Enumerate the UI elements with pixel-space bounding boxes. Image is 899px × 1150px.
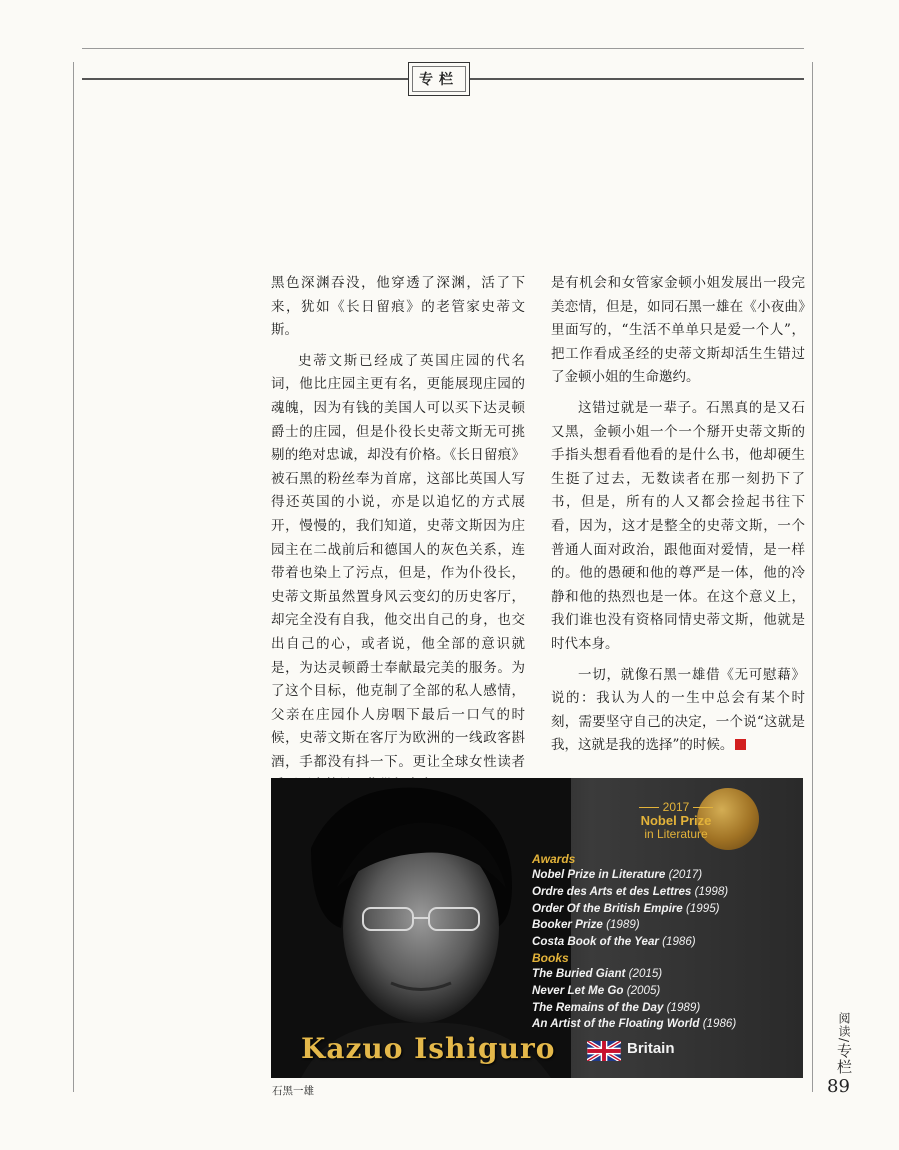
- nobel-year: 2017: [611, 800, 741, 814]
- nobel-badge: [611, 800, 741, 841]
- book-year: (2005): [626, 983, 661, 997]
- header-line-left: [82, 78, 408, 80]
- frame-right-line: [812, 62, 813, 1092]
- awards-list: [532, 852, 792, 1033]
- award-year: (1989): [606, 918, 640, 932]
- award-year: (1998): [694, 884, 729, 898]
- book-year: (2015): [628, 966, 663, 980]
- uk-flag-icon: [587, 1041, 621, 1061]
- author-name: Kazuo Ishiguro: [301, 1032, 556, 1065]
- book-name: An Artist of the Floating World: [532, 1017, 700, 1031]
- list-item: [532, 1016, 792, 1033]
- list-item: [532, 901, 792, 918]
- nobel-title: Nobel Prize: [640, 813, 712, 828]
- side-label-a: 阅: [837, 1012, 851, 1025]
- list-item: [532, 867, 792, 884]
- book-year: (1989): [666, 1000, 701, 1014]
- paragraph-final: [551, 664, 805, 758]
- award-name: Booker Prize: [532, 918, 603, 932]
- award-year: (2017): [668, 868, 703, 881]
- award-year: (1986): [662, 935, 696, 949]
- award-name: Order Of the British Empire: [532, 901, 683, 915]
- list-item: [532, 966, 792, 983]
- award-year: (1995): [685, 901, 720, 915]
- list-item: [532, 934, 792, 951]
- award-name: Ordre des Arts et des Lettres: [532, 884, 692, 898]
- paragraph: 是有机会和女管家金顿小姐发展出一段完美恋情，但是，如同石黑一雄在《小夜曲》里面写的，“生活不单单只是爱一个人”，把工作看成圣经的史蒂文斯却活生生错过了金顿小姐的生命邀约。: [551, 275, 805, 386]
- end-mark-icon: [735, 739, 746, 750]
- left-column: [271, 272, 525, 805]
- page-number: 89: [827, 1076, 850, 1097]
- paragraph: 这错过就是一辈子。石黑真的是又石又黑，金顿小姐一个一个掰开史蒂文斯的手指头想看看他看的是什么书，他却硬生生挺了过去，无数读者在那一刻扔下了书，但是，所有的人又都会捡起书往下看，因为，这才是整全的史蒂文斯，一个普通人面对政治，跟他面对爱情，是一样的。他的愚硬和他的尊严是一体，他的冷静和他的热烈也是一体。在这个意义上，我们谁也没有资格同情史蒂文斯，他就是时代本身。: [551, 399, 805, 652]
- right-column: [551, 272, 805, 765]
- list-item: [532, 884, 792, 901]
- list-item: [532, 983, 792, 1000]
- side-label-c: 专栏: [835, 1043, 853, 1076]
- award-name: Nobel Prize in Literature: [532, 868, 666, 881]
- list-item: [532, 917, 792, 934]
- book-year: (1986): [702, 1017, 737, 1031]
- list-item: [532, 1000, 792, 1017]
- side-section-label: 阅读/专栏: [835, 1012, 853, 1076]
- side-label-b: 读: [837, 1025, 851, 1038]
- nobel-subtitle: in Literature: [644, 827, 708, 841]
- photo-caption: 石黑一雄: [272, 1085, 314, 1097]
- book-name: The Remains of the Day: [532, 1000, 664, 1014]
- paragraph: 史蒂文斯已经成了英国庄园的代名词，他比庄园主更有名，更能展现庄园的魂魄，因为有钱的美国人可以买下达灵顿爵士的庄园，但是仆役长史蒂文斯无可挑剔的绝对忠诚，却没有价格。《长日留痕》被石黑的粉丝奉为首席，这部比英国人写得还英国的小说，亦是以追忆的方式展开，慢慢的，我们知道，史蒂文斯因为庄园主在二战前后和德国人的灰色关系，连带着也染上了污点，但是，作为仆役长，史蒂文斯虽然置身风云变幻的历史客厅，却完全没有自我，他交出自己的身，也交出自己的心，或者说，他全部的意识就是，为达灵顿爵士奉献最完美的服务。为了这个目标，他克制了全部的私人感情，父亲在庄园仆人房咽下最后一口气的时候，史蒂文斯在客厅为欧洲的一线政客斟酒，手都没有抖一下。更让全球女性读者: [271, 352, 525, 770]
- frame-left-line: [73, 62, 74, 1092]
- books-heading: Books: [532, 950, 569, 965]
- book-name: The Buried Giant: [532, 966, 626, 980]
- paragraph-text: 一切，就像石黑一雄借《无可慰藉》说的：我认为人的一生中总会有某个时刻，需要坚守自己的决定，一个说“这就是我，这就是我的选择”的时候。: [551, 666, 805, 754]
- country-label: Britain: [627, 1040, 675, 1057]
- paragraph: 黑色深渊吞没，他穿透了深渊，活了下来，犹如《长日留痕》的老管家史蒂文斯。: [271, 275, 525, 339]
- section-header-label: 专栏: [412, 66, 466, 92]
- author-photo: [271, 778, 803, 1078]
- section-header: [408, 62, 470, 96]
- awards-heading: Awards: [532, 852, 576, 866]
- top-rule: [82, 48, 804, 49]
- book-name: Never Let Me Go: [532, 983, 624, 997]
- award-name: Costa Book of the Year: [532, 935, 659, 949]
- header-line-right: [470, 78, 804, 80]
